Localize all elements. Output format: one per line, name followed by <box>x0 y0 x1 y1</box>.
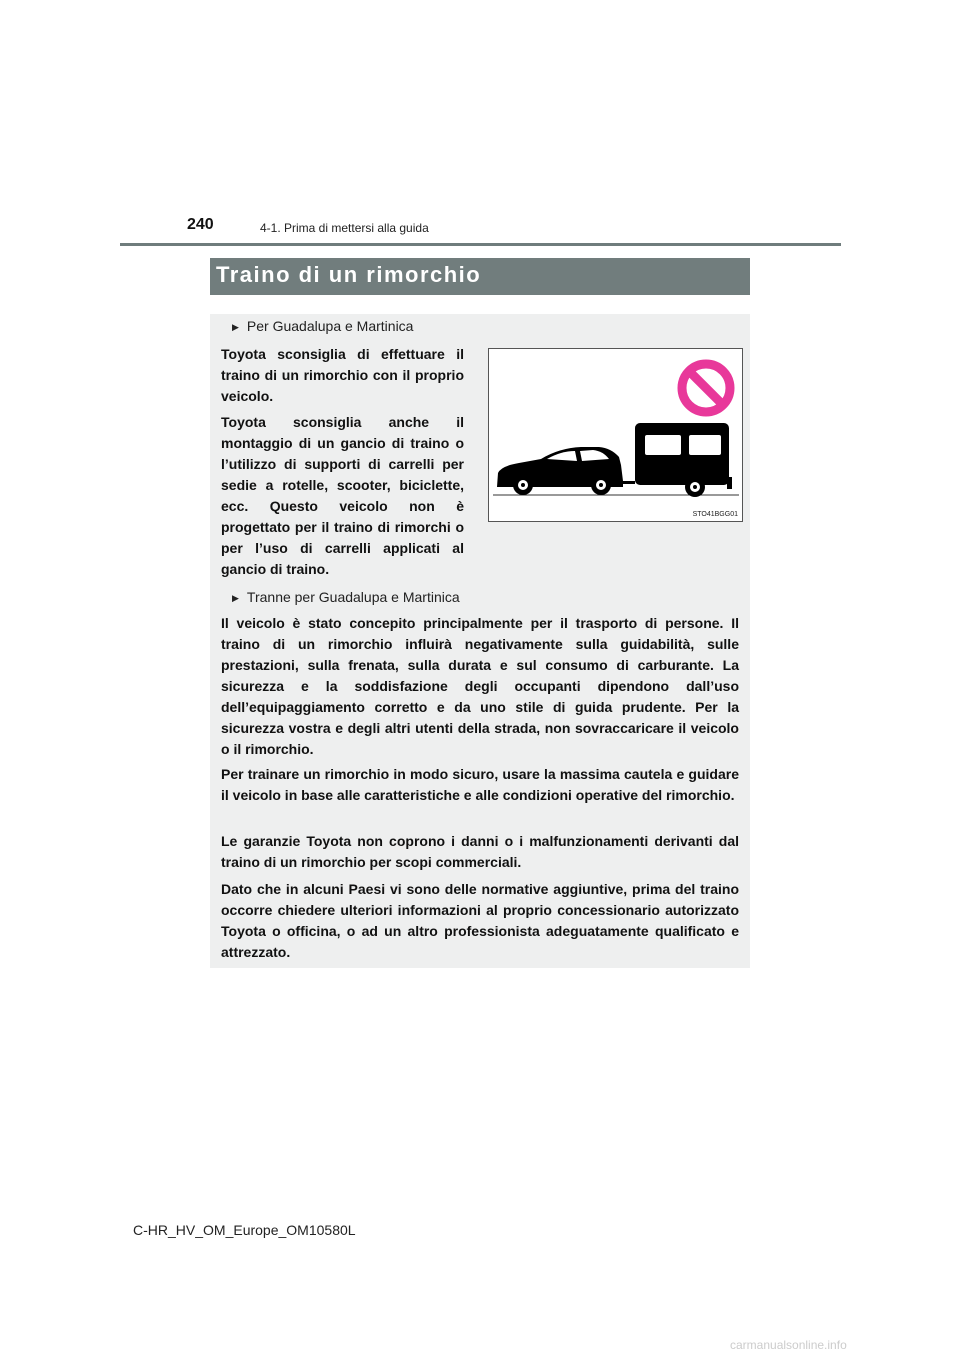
car-trailer-illustration <box>489 349 744 523</box>
section-title: Traino di un rimorchio <box>216 262 482 287</box>
triangle-bullet-icon: ▶ <box>232 593 239 603</box>
bullet-except-guadeloupe-martinique <box>232 589 460 605</box>
paragraph-regulations: Dato che in alcuni Paesi vi sono delle normative aggiuntive, prima del traino occorre chiedere ulteriori informazioni al proprio concessionario autorizzato Toyota o officina, o ad un altro professionista adeguatamente qualificato e attrezzato. <box>221 881 739 960</box>
figure-code: STO41BGG01 <box>692 511 738 518</box>
section-reference: 4-1. Prima di mettersi alla guida <box>260 221 429 235</box>
paragraph-not-recommended: Toyota sconsiglia di effettuare il traino di un rimorchio con il proprio veicolo. <box>221 346 464 404</box>
triangle-bullet-icon: ▶ <box>232 322 239 332</box>
paragraph-vehicle-purpose: Il veicolo è stato concepito principalmente per il trasporto di persone. Il traino di un rimorchio influirà negativamente sulla guidabilità, sulle prestazioni, sulla frenata, sulla durata e sul consumo di carburante. La sicurezza e la soddisfazione degli occupanti dipendono dall’uso dell’equipaggiamento corretto e da uno stile di guida prudente. Per la sicurezza vostra e degli altri utenti della strada, non sovraccaricare il veicolo o il rimorchio. <box>221 615 739 757</box>
header-divider <box>120 243 841 246</box>
document-id: C-HR_HV_OM_Europe_OM10580L <box>133 1222 356 1238</box>
no-towing-illustration <box>488 348 743 522</box>
paragraph-warranty: Le garanzie Toyota non coprono i danni o i malfunzionamenti derivanti dal traino di un rimorchio per scopi commerciali. <box>221 833 739 870</box>
watermark: carmanualsonline.info <box>730 1338 847 1352</box>
bullet-label: Tranne per Guadalupa e Martinica <box>246 589 460 605</box>
section-title-bar <box>210 258 750 295</box>
paragraph-safe-towing: Per trainare un rimorchio in modo sicuro, usare la massima cautela e guidare il veicolo in base alle caratteristiche e alle condizioni operative del rimorchio. <box>221 766 739 803</box>
page-number: 240 <box>187 216 214 233</box>
paragraph-hitch-warning: Toyota sconsiglia anche il montaggio di un gancio di traino o l’utilizzo di supporti di carrelli per sedie a rotelle, scooter, biciclette, ecc. Questo veicolo non è progettato per il traino di rimorchi o per l’uso di carrelli applicati al gancio di traino. <box>221 414 464 577</box>
bullet-guadeloupe-martinique <box>232 318 413 334</box>
bullet-label: Per Guadalupa e Martinica <box>246 318 414 334</box>
